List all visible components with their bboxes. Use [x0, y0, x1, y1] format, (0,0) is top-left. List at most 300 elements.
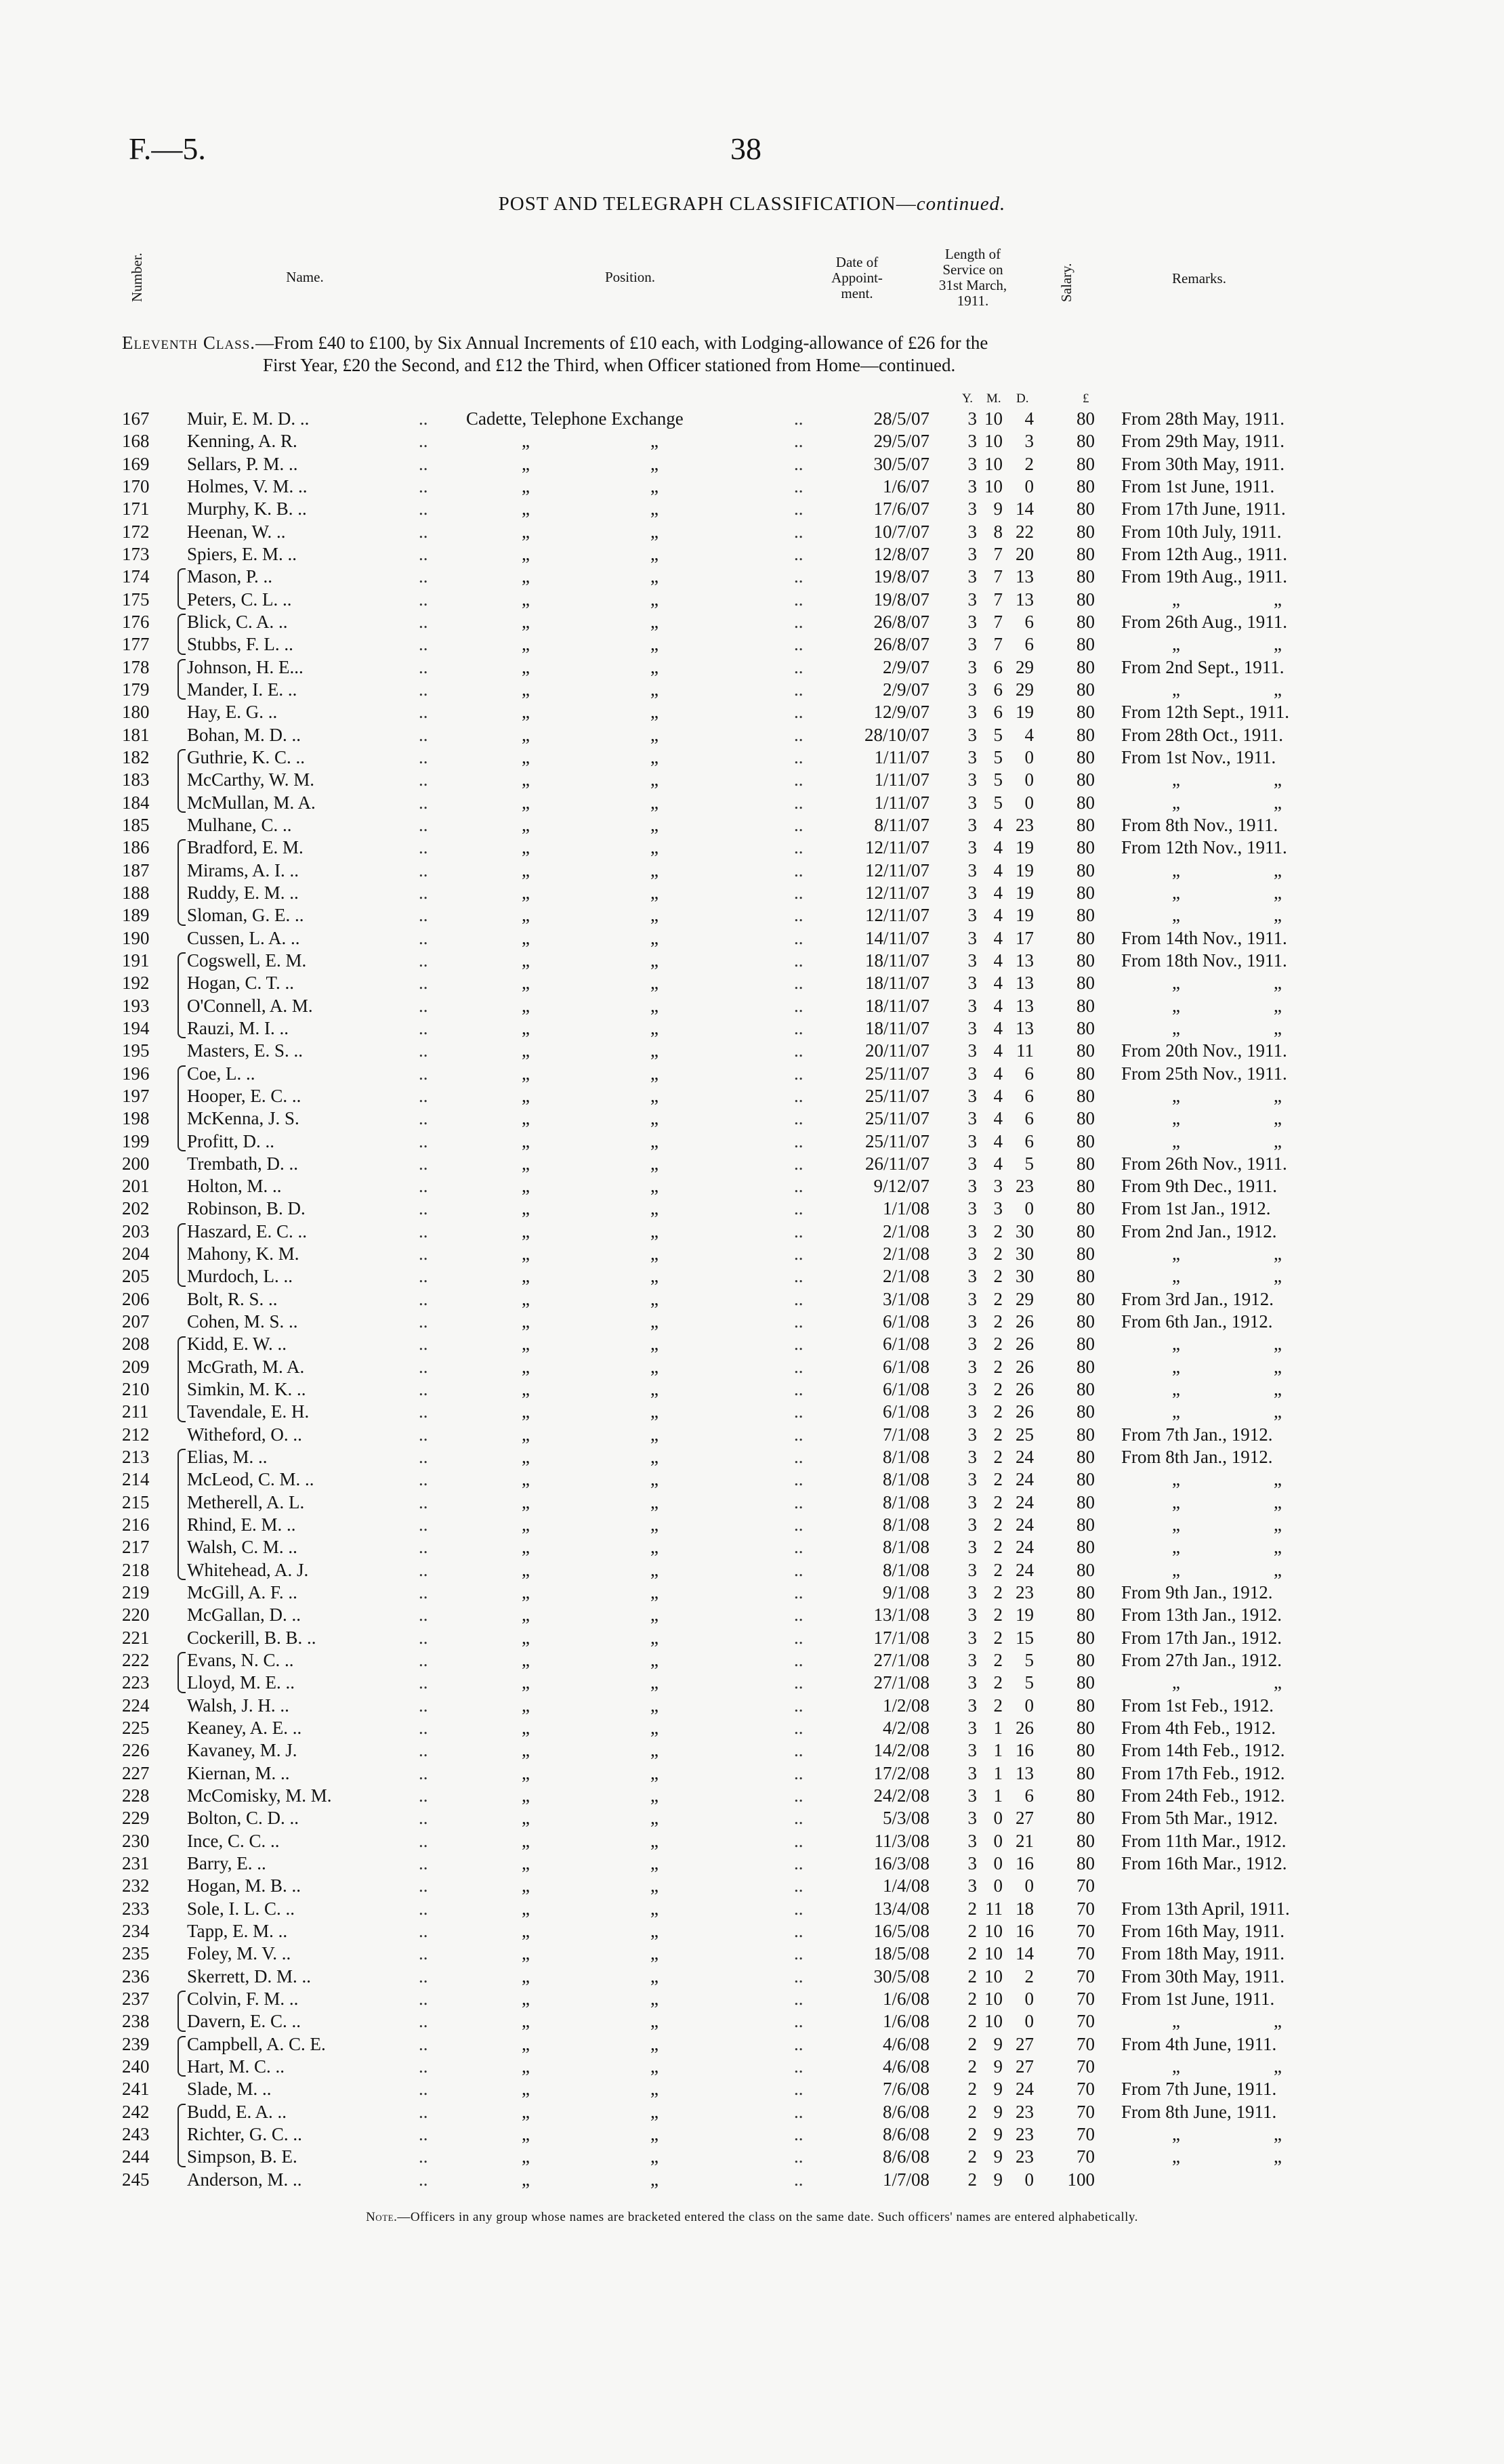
appointment-date: 1/6/08	[882, 2011, 929, 2032]
row-number: 182	[122, 746, 150, 767]
service-days: 11	[1016, 1040, 1034, 1061]
position-ditto: „	[522, 927, 530, 948]
leader-dots: ..	[794, 589, 803, 610]
service-months: 8	[993, 521, 1003, 542]
position-ditto: „	[650, 1040, 659, 1061]
remarks: From 25th Nov., 1911.	[1121, 1063, 1287, 1084]
table-row	[0, 2101, 1504, 2123]
leader-dots: ..	[419, 431, 428, 452]
remarks-ditto: „	[1274, 1334, 1282, 1355]
service-days: 14	[1016, 498, 1034, 519]
leader-dots: ..	[419, 408, 428, 429]
leader-dots: ..	[419, 995, 428, 1016]
table-row	[0, 1243, 1504, 1265]
table-row	[0, 1333, 1504, 1355]
position-ditto: „	[522, 1244, 530, 1265]
service-months: 2	[993, 1537, 1003, 1558]
table-row	[0, 2146, 1504, 2168]
salary: 80	[1077, 1559, 1095, 1580]
remarks-ditto: „	[1172, 2011, 1180, 2032]
appointment-date: 2/1/08	[882, 1220, 929, 1241]
service-days: 21	[1016, 1830, 1034, 1851]
remarks-ditto: „	[1274, 792, 1282, 813]
appointment-date: 5/3/08	[882, 1808, 929, 1829]
service-days: 20	[1016, 543, 1034, 564]
position-ditto: „	[650, 746, 659, 767]
col-header-date-line: Appoint-	[831, 270, 883, 286]
position-ditto: „	[650, 656, 659, 677]
remarks-ditto: „	[1172, 905, 1180, 926]
service-months: 4	[993, 1017, 1003, 1038]
service-months: 6	[993, 656, 1003, 677]
row-number: 183	[122, 769, 150, 790]
service-months: 9	[993, 2079, 1003, 2100]
unit-months: M.	[986, 391, 1001, 406]
position-ditto: „	[522, 1017, 530, 1038]
remarks-ditto: „	[1274, 1017, 1282, 1038]
position-ditto: „	[522, 1695, 530, 1716]
salary: 80	[1077, 1650, 1095, 1671]
table-row	[0, 1424, 1504, 1446]
appointment-date: 8/11/07	[874, 814, 929, 835]
row-number: 217	[122, 1537, 150, 1558]
salary: 70	[1077, 2011, 1095, 2032]
leader-dots: ..	[419, 453, 428, 474]
leader-dots: ..	[794, 1672, 803, 1693]
service-months: 9	[993, 2169, 1003, 2190]
table-row	[0, 1581, 1504, 1604]
salary: 80	[1077, 995, 1095, 1016]
position-ditto: „	[650, 1153, 659, 1174]
table-row	[0, 2078, 1504, 2100]
position-ditto: „	[522, 1469, 530, 1490]
leader-dots: ..	[794, 1830, 803, 1851]
salary: 80	[1077, 1785, 1095, 1806]
employee-name: Mulhane, C. ..	[187, 814, 292, 835]
service-days: 5	[1024, 1153, 1034, 1174]
row-number: 184	[122, 792, 150, 813]
row-number: 179	[122, 679, 150, 700]
service-days: 24	[1016, 1469, 1034, 1490]
row-number: 188	[122, 882, 150, 903]
employee-name: Sellars, P. M. ..	[187, 453, 298, 474]
remarks: From 24th Feb., 1912.	[1121, 1785, 1285, 1806]
position-ditto: „	[650, 1718, 659, 1739]
remarks-ditto: „	[1172, 792, 1180, 813]
position-ditto: „	[650, 2056, 659, 2077]
service-days: 19	[1016, 859, 1034, 880]
service-days: 23	[1016, 1176, 1034, 1197]
row-number: 167	[122, 408, 150, 429]
position-ditto: „	[650, 1085, 659, 1106]
appointment-date: 16/3/08	[873, 1853, 929, 1873]
employee-name: Peters, C. L. ..	[187, 589, 292, 610]
leader-dots: ..	[419, 1424, 428, 1445]
service-months: 10	[984, 431, 1003, 452]
remarks: From 19th Aug., 1911.	[1121, 566, 1288, 587]
employee-name: Lloyd, M. E. ..	[187, 1672, 295, 1693]
remarks-ditto: „	[1274, 882, 1282, 903]
position-ditto: „	[522, 1650, 530, 1671]
leader-dots: ..	[794, 1627, 803, 1648]
leader-dots: ..	[419, 543, 428, 564]
unit-days: D.	[1016, 391, 1029, 406]
leader-dots: ..	[419, 2169, 428, 2190]
employee-name: Hooper, E. C. ..	[187, 1085, 301, 1106]
row-number: 200	[122, 1153, 150, 1174]
service-years: 3	[967, 1853, 977, 1873]
row-number: 225	[122, 1718, 150, 1739]
position-ditto: „	[650, 431, 659, 452]
service-days: 0	[1024, 1198, 1034, 1219]
appointment-date: 1/7/08	[882, 2169, 929, 2190]
salary: 80	[1077, 1085, 1095, 1106]
position-ditto: „	[522, 2033, 530, 2054]
position-ditto: „	[650, 995, 659, 1016]
leader-dots: ..	[419, 1853, 428, 1873]
employee-name: Cohen, M. S. ..	[187, 1311, 298, 1332]
service-days: 18	[1016, 1898, 1034, 1919]
col-header-salary: Salary.	[1058, 263, 1074, 302]
service-days: 23	[1016, 2146, 1034, 2167]
table-row	[0, 1017, 1504, 1040]
table-row	[0, 1468, 1504, 1491]
table-row	[0, 1785, 1504, 1807]
service-days: 27	[1016, 2056, 1034, 2077]
service-months: 4	[993, 905, 1003, 926]
employee-name: Bradford, E. M.	[187, 837, 304, 858]
table-row	[0, 972, 1504, 994]
service-months: 2	[993, 1559, 1003, 1580]
service-days: 30	[1016, 1266, 1034, 1287]
employee-name: Walsh, C. M. ..	[187, 1537, 297, 1558]
leader-dots: ..	[419, 566, 428, 587]
appointment-date: 28/5/07	[873, 408, 929, 429]
service-months: 2	[993, 1469, 1003, 1490]
leader-dots: ..	[419, 1085, 428, 1106]
table-row	[0, 1288, 1504, 1311]
service-months: 0	[993, 1808, 1003, 1829]
appointment-date: 11/3/08	[874, 1830, 929, 1851]
remarks: From 2nd Jan., 1912.	[1121, 1220, 1277, 1241]
leader-dots: ..	[794, 498, 803, 519]
service-months: 11	[985, 1898, 1003, 1919]
position-ditto: „	[522, 1153, 530, 1174]
row-number: 199	[122, 1130, 150, 1151]
remarks-ditto: „	[1274, 1514, 1282, 1535]
table-row	[0, 1265, 1504, 1288]
appointment-date: 12/9/07	[873, 702, 929, 723]
col-header-length-line: 1911.	[957, 293, 989, 309]
position-ditto: „	[522, 2011, 530, 2032]
appointment-date: 14/2/08	[873, 1740, 929, 1761]
employee-name: Trembath, D. ..	[187, 1153, 299, 1174]
row-number: 222	[122, 1650, 150, 1671]
row-number: 204	[122, 1244, 150, 1265]
row-number: 169	[122, 453, 150, 474]
service-months: 4	[993, 1108, 1003, 1129]
row-number: 196	[122, 1063, 150, 1084]
position-ditto: „	[522, 2123, 530, 2144]
position-ditto: „	[650, 1469, 659, 1490]
name-group-bracket	[177, 952, 186, 1038]
service-years: 3	[967, 521, 977, 542]
leader-dots: ..	[794, 1288, 803, 1309]
remarks-ditto: „	[1172, 1514, 1180, 1535]
table-row	[0, 950, 1504, 972]
service-years: 3	[967, 724, 977, 745]
service-years: 2	[967, 1920, 977, 1941]
service-days: 16	[1016, 1740, 1034, 1761]
leader-dots: ..	[419, 1153, 428, 1174]
service-days: 16	[1016, 1853, 1034, 1873]
service-days: 26	[1016, 1379, 1034, 1400]
employee-name: Budd, E. A. ..	[187, 2101, 287, 2122]
position-ditto: „	[650, 1198, 659, 1219]
leader-dots: ..	[419, 1491, 428, 1512]
row-number: 235	[122, 1943, 150, 1964]
table-row	[0, 701, 1504, 723]
service-days: 24	[1016, 1447, 1034, 1468]
position-ditto: „	[522, 837, 530, 858]
service-months: 2	[993, 1582, 1003, 1603]
table-row	[0, 1739, 1504, 1762]
name-group-bracket	[177, 839, 186, 925]
leader-dots: ..	[794, 1718, 803, 1739]
service-months: 4	[993, 927, 1003, 948]
position-ditto: „	[522, 1198, 530, 1219]
leader-dots: ..	[794, 746, 803, 767]
row-number: 243	[122, 2123, 150, 2144]
service-days: 6	[1024, 1108, 1034, 1129]
table-row	[0, 498, 1504, 520]
position-ditto: „	[522, 859, 530, 880]
col-header-name: Name.	[286, 269, 324, 285]
remarks-ditto: „	[1172, 1356, 1180, 1377]
service-days: 23	[1016, 2123, 1034, 2144]
remarks: From 14th Nov., 1911.	[1121, 927, 1287, 948]
position-ditto: „	[650, 1401, 659, 1422]
service-months: 0	[993, 1875, 1003, 1896]
class-line-2: First Year, £20 the Second, and £12 the Third, when Officer stationed from Home—continued.	[263, 355, 956, 375]
position-ditto: „	[522, 431, 530, 452]
employee-name: Whitehead, A. J.	[187, 1559, 309, 1580]
salary: 70	[1077, 2033, 1095, 2054]
salary: 80	[1077, 1153, 1095, 1174]
salary: 80	[1077, 1288, 1095, 1309]
table-row	[0, 521, 1504, 543]
position-ditto: „	[522, 1718, 530, 1739]
service-years: 3	[967, 1266, 977, 1287]
position-ditto: „	[650, 837, 659, 858]
remarks-ditto: „	[1172, 1334, 1180, 1355]
remarks-ditto: „	[1172, 995, 1180, 1016]
leader-dots: ..	[794, 1447, 803, 1468]
leader-dots: ..	[794, 905, 803, 926]
employee-name: Ince, C. C. ..	[187, 1830, 280, 1851]
position-ditto: „	[522, 1130, 530, 1151]
row-number: 178	[122, 656, 150, 677]
position-ditto: „	[522, 1808, 530, 1829]
leader-dots: ..	[794, 2101, 803, 2122]
col-header-date-line: ment.	[841, 285, 873, 301]
salary: 80	[1077, 1220, 1095, 1241]
row-number: 238	[122, 2011, 150, 2032]
salary: 80	[1077, 521, 1095, 542]
leader-dots: ..	[419, 1966, 428, 1987]
appointment-date: 17/6/07	[873, 498, 929, 519]
table-row	[0, 1536, 1504, 1558]
salary: 70	[1077, 1943, 1095, 1964]
appointment-date: 25/11/07	[864, 1130, 929, 1151]
appointment-date: 1/4/08	[882, 1875, 929, 1896]
position-ditto: „	[650, 1650, 659, 1671]
remarks-ditto: „	[1172, 679, 1180, 700]
table-row	[0, 453, 1504, 475]
leader-dots: ..	[794, 2079, 803, 2100]
remarks: From 27th Jan., 1912.	[1121, 1650, 1282, 1671]
leader-dots: ..	[419, 1356, 428, 1377]
position-ditto: „	[650, 1695, 659, 1716]
appointment-date: 6/1/08	[882, 1334, 929, 1355]
remarks-ditto: „	[1172, 2123, 1180, 2144]
employee-name: Tapp, E. M. ..	[187, 1920, 288, 1941]
employee-name: Profitt, D. ..	[187, 1130, 275, 1151]
employee-name: Holton, M. ..	[187, 1176, 282, 1197]
service-years: 3	[967, 1220, 977, 1241]
service-months: 2	[993, 1695, 1003, 1716]
service-days: 13	[1016, 589, 1034, 610]
name-group-bracket	[177, 1652, 186, 1693]
service-days: 14	[1016, 1943, 1034, 1964]
service-years: 3	[967, 1627, 977, 1648]
remarks-ditto: „	[1274, 679, 1282, 700]
leader-dots: ..	[419, 1288, 428, 1309]
service-years: 3	[967, 589, 977, 610]
service-months: 3	[993, 1176, 1003, 1197]
leader-dots: ..	[419, 1017, 428, 1038]
position-ditto: „	[650, 1288, 659, 1309]
remarks-ditto: „	[1274, 1244, 1282, 1265]
position-ditto: „	[522, 746, 530, 767]
row-number: 206	[122, 1288, 150, 1309]
table-row	[0, 1514, 1504, 1536]
leader-dots: ..	[794, 724, 803, 745]
employee-name: Ruddy, E. M. ..	[187, 882, 299, 903]
leader-dots: ..	[794, 792, 803, 813]
salary: 80	[1077, 837, 1095, 858]
remarks-ditto: „	[1172, 1401, 1180, 1422]
service-days: 26	[1016, 1334, 1034, 1355]
service-years: 2	[967, 2169, 977, 2190]
leader-dots: ..	[794, 1063, 803, 1084]
employee-name: Hart, M. C. ..	[187, 2056, 285, 2077]
remarks-ditto: „	[1172, 1469, 1180, 1490]
service-months: 1	[993, 1740, 1003, 1761]
position-ditto: „	[650, 1063, 659, 1084]
remarks-ditto: „	[1172, 1491, 1180, 1512]
employee-name: Davern, E. C. ..	[187, 2011, 301, 2032]
leader-dots: ..	[419, 1514, 428, 1535]
employee-name: McMullan, M. A.	[187, 792, 316, 813]
service-months: 4	[993, 1130, 1003, 1151]
leader-dots: ..	[419, 1830, 428, 1851]
leader-dots: ..	[794, 1220, 803, 1241]
service-months: 4	[993, 882, 1003, 903]
position-ditto: „	[522, 453, 530, 474]
position-ditto: „	[522, 1514, 530, 1535]
salary: 80	[1077, 431, 1095, 452]
service-months: 3	[993, 1198, 1003, 1219]
remarks: From 12th Aug., 1911.	[1121, 543, 1288, 564]
leader-dots: ..	[419, 1808, 428, 1829]
service-days: 13	[1016, 1017, 1034, 1038]
row-number: 185	[122, 814, 150, 835]
service-years: 3	[967, 1085, 977, 1106]
leader-dots: ..	[419, 634, 428, 655]
service-months: 7	[993, 611, 1003, 632]
service-days: 13	[1016, 973, 1034, 994]
table-row	[0, 566, 1504, 588]
appointment-date: 30/5/07	[873, 453, 929, 474]
service-years: 3	[967, 882, 977, 903]
table-row	[0, 1153, 1504, 1175]
service-days: 6	[1024, 1785, 1034, 1806]
appointment-date: 7/1/08	[882, 1424, 929, 1445]
position-ditto: „	[522, 1853, 530, 1873]
position-ditto: „	[522, 973, 530, 994]
row-number: 237	[122, 1988, 150, 2009]
leader-dots: ..	[794, 408, 803, 429]
appointment-date: 27/1/08	[873, 1672, 929, 1693]
leader-dots: ..	[419, 589, 428, 610]
service-months: 2	[993, 1491, 1003, 1512]
leader-dots: ..	[794, 1130, 803, 1151]
position-ditto: „	[650, 475, 659, 496]
employee-name: Murdoch, L. ..	[187, 1266, 293, 1287]
service-months: 5	[993, 746, 1003, 767]
service-days: 23	[1016, 1582, 1034, 1603]
appointment-date: 8/1/08	[882, 1514, 929, 1535]
appointment-date: 2/9/07	[882, 679, 929, 700]
table-row	[0, 1446, 1504, 1468]
appointment-date: 13/4/08	[873, 1898, 929, 1919]
remarks-ditto: „	[1274, 1130, 1282, 1151]
position-ditto: „	[650, 1898, 659, 1919]
leader-dots: ..	[419, 1447, 428, 1468]
position-ditto: „	[650, 1491, 659, 1512]
remarks: From 29th May, 1911.	[1121, 431, 1284, 452]
remarks-ditto: „	[1172, 634, 1180, 655]
remarks-ditto: „	[1172, 1537, 1180, 1558]
appointment-date: 1/6/07	[882, 475, 929, 496]
appointment-date: 18/11/07	[864, 973, 929, 994]
service-months: 4	[993, 859, 1003, 880]
appointment-date: 2/9/07	[882, 656, 929, 677]
leader-dots: ..	[794, 1920, 803, 1941]
table-row	[0, 2169, 1504, 2191]
service-months: 7	[993, 566, 1003, 587]
position-ditto: „	[650, 724, 659, 745]
appointment-date: 20/11/07	[864, 1040, 929, 1061]
position-ditto: „	[650, 2011, 659, 2032]
service-days: 17	[1016, 927, 1034, 948]
leader-dots: ..	[794, 1875, 803, 1896]
remarks-ditto: „	[1274, 859, 1282, 880]
service-years: 3	[967, 611, 977, 632]
remarks-ditto: „	[1274, 1085, 1282, 1106]
appointment-date: 8/1/08	[882, 1447, 929, 1468]
